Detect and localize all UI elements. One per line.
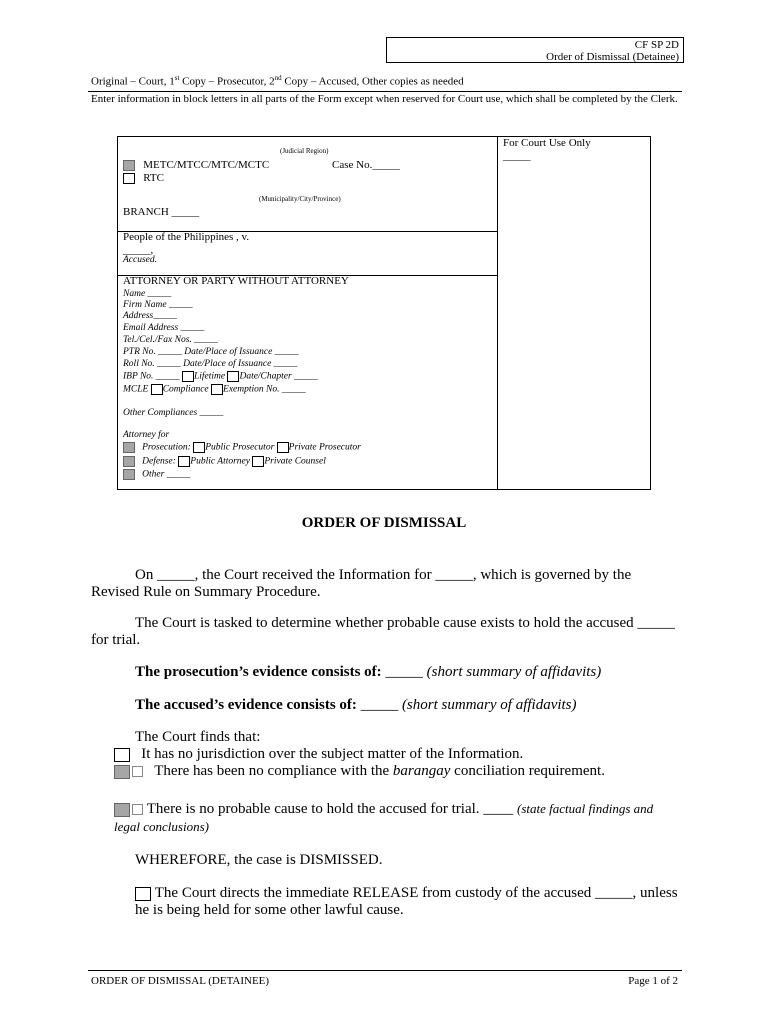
other-row: Other _____ [123,469,190,480]
release-order: The Court directs the immediate RELEASE from custody of the accused _____, unless he is being held for some other lawful cause. [135,885,678,918]
attorney-ptr: PTR No. _____ Date/Place of Issuance _____ [123,347,299,357]
checkbox-prosecution[interactable] [123,442,135,453]
accused-label: Accused. [123,255,158,265]
attorney-roll: Roll No. _____ Date/Place of Issuance _____ [123,359,298,369]
finding-no-probable-cause: There is no probable cause to hold the accused for trial. ____ (state factual findings and legal conclusions) [114,801,654,834]
accused-evidence: The accused’s evidence consists of: _____ (short summary of affidavits) [135,697,577,713]
checkbox-public-prosecutor[interactable] [193,442,205,453]
checkbox-date-chapter[interactable] [227,371,239,382]
prosecution-evidence: The prosecution’s evidence consists of: _____ (short summary of affidavits) [135,664,602,680]
attorney-header: ATTORNEY OR PARTY WITHOUT ATTORNEY [123,275,349,287]
form-code-box [386,37,684,63]
accused-blank: _____, [123,244,154,256]
caption-divider-vertical [497,136,498,490]
court-use-label: For Court Use Only [503,137,591,149]
prosecution-row: Prosecution: Public Prosecutor Private Prosecutor [123,442,361,453]
court-option-metc: METC/MTCC/MTC/MCTC [123,159,269,171]
attorney-tel: Tel./Cel./Fax Nos. _____ [123,335,218,345]
finding-jurisdiction: It has no jurisdiction over the subject matter of the Information. [91,746,678,763]
court-finds: The Court finds that: [135,729,261,745]
judicial-region-label: (Judicial Region) [280,147,329,155]
attorney-name: Name _____ [123,289,172,299]
paragraph-received: On _____, the Court received the Information for _____, which is governed by the Revised Rule on Summary Procedure. [91,567,632,600]
finding-barangay: There has been no compliance with the barangay conciliation requirement. [91,763,678,780]
footer-title: ORDER OF DISMISSAL (DETAINEE) [91,975,270,987]
attorney-firm: Firm Name _____ [123,300,193,310]
caption-box [117,136,651,490]
checkbox-barangay[interactable] [114,765,130,779]
attorney-for: Attorney for [123,430,170,440]
form-name: Order of Dismissal (Detainee) [546,51,679,63]
checkbox-defense[interactable] [123,456,135,467]
small-box-icon [132,804,143,815]
checkbox-exemption[interactable] [211,384,223,395]
attorney-ibp: IBP No. _____ Lifetime Date/Chapter _____ [123,371,318,382]
attorney-address: Address_____ [123,311,178,321]
checkbox-private-counsel[interactable] [252,456,264,467]
header-divider [88,91,682,92]
court-use-blank: _____ [503,150,531,162]
checkbox-rtc[interactable] [123,173,135,184]
defense-row: Defense: Public Attorney Private Counsel [123,456,326,467]
small-box-icon [132,766,143,777]
attorney-mcle: MCLE Compliance Exemption No. _____ [123,384,306,395]
attorney-email: Email Address _____ [123,323,205,333]
people-v: People of the Philippines , v. [123,231,250,243]
checkbox-public-attorney[interactable] [178,456,190,467]
checkbox-release[interactable] [135,887,151,901]
municipality-label: (Municipality/City/Province) [259,195,341,203]
page-number: Page 1 of 2 [628,975,678,987]
footer-divider [88,970,682,971]
checkbox-lifetime[interactable] [182,371,194,382]
other-compliances: Other Compliances _____ [123,408,224,418]
checkbox-metc[interactable] [123,160,135,171]
checkbox-other[interactable] [123,469,135,480]
instructions: Enter information in block letters in all parts of the Form except when reserved for Court use, which shall be completed by the Clerk. [91,93,678,105]
court-option-rtc: RTC [123,172,164,184]
paragraph-probable-cause: The Court is tasked to determine whether probable cause exists to hold the accused _____ for trial. [91,615,675,648]
checkbox-no-jurisdiction[interactable] [114,748,130,762]
document-title: ORDER OF DISMISSAL [301,515,467,531]
copies-distribution: Original – Court, 1st Copy – Prosecutor, 2nd Copy – Accused, Other copies as needed [91,74,464,88]
case-no: Case No._____ [332,159,400,171]
wherefore: WHEREFORE, the case is DISMISSED. [135,852,383,868]
checkbox-private-prosecutor[interactable] [277,442,289,453]
form-code: CF SP 2D [634,39,679,51]
checkbox-compliance[interactable] [151,384,163,395]
checkbox-no-probable-cause[interactable] [114,803,130,817]
branch: BRANCH _____ [123,206,200,218]
